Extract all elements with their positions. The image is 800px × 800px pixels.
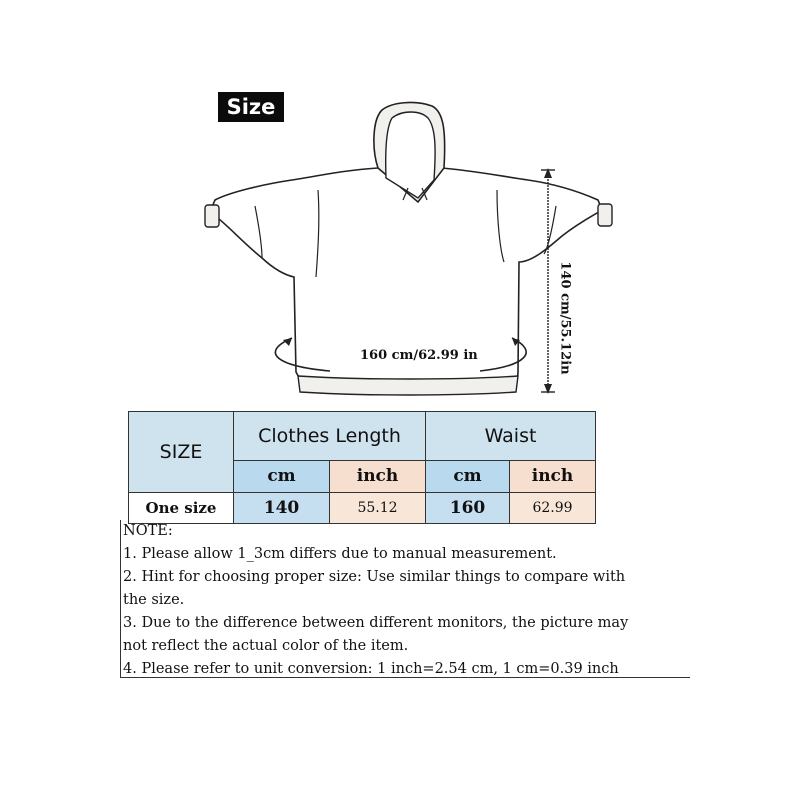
notes-block: [120, 520, 690, 678]
one-size-label: One size: [129, 493, 234, 524]
waist-measure-label: 160 cm/62.99 in: [360, 348, 478, 363]
size-header: SIZE: [129, 412, 234, 493]
hem-band: [298, 376, 518, 395]
note-line: 4. Please refer to unit conversion: 1 inch=2.54 cm, 1 cm=0.39 inch: [123, 661, 619, 677]
length-inch-value: 55.12: [330, 493, 426, 524]
length-inch-header: inch: [330, 460, 426, 492]
length-cm-value: 140: [234, 493, 330, 524]
size-title-tag: Size: [218, 92, 284, 122]
waist-cm-header: cm: [426, 460, 510, 492]
note-line: 3. Due to the difference between different monitors, the picture may: [123, 615, 629, 631]
length-measure-label: 140 cm/55.12in: [557, 261, 573, 375]
waist-inch-value: 62.99: [510, 493, 596, 524]
clothes-length-header: Clothes Length: [234, 412, 426, 461]
left-cuff: [205, 205, 219, 227]
length-cm-header: cm: [234, 460, 330, 492]
waist-inch-header: inch: [510, 460, 596, 492]
notes-title: NOTE:: [123, 523, 173, 539]
right-cuff: [598, 204, 612, 226]
note-line: not reflect the actual color of the item.: [123, 638, 409, 654]
waist-header: Waist: [426, 412, 596, 461]
note-line: 1. Please allow 1_3cm differs due to manual measurement.: [123, 546, 557, 562]
note-line: the size.: [123, 592, 185, 608]
size-chart-table: [128, 411, 596, 524]
waist-cm-value: 160: [426, 493, 510, 524]
note-line: 2. Hint for choosing proper size: Use similar things to compare with: [123, 569, 626, 585]
